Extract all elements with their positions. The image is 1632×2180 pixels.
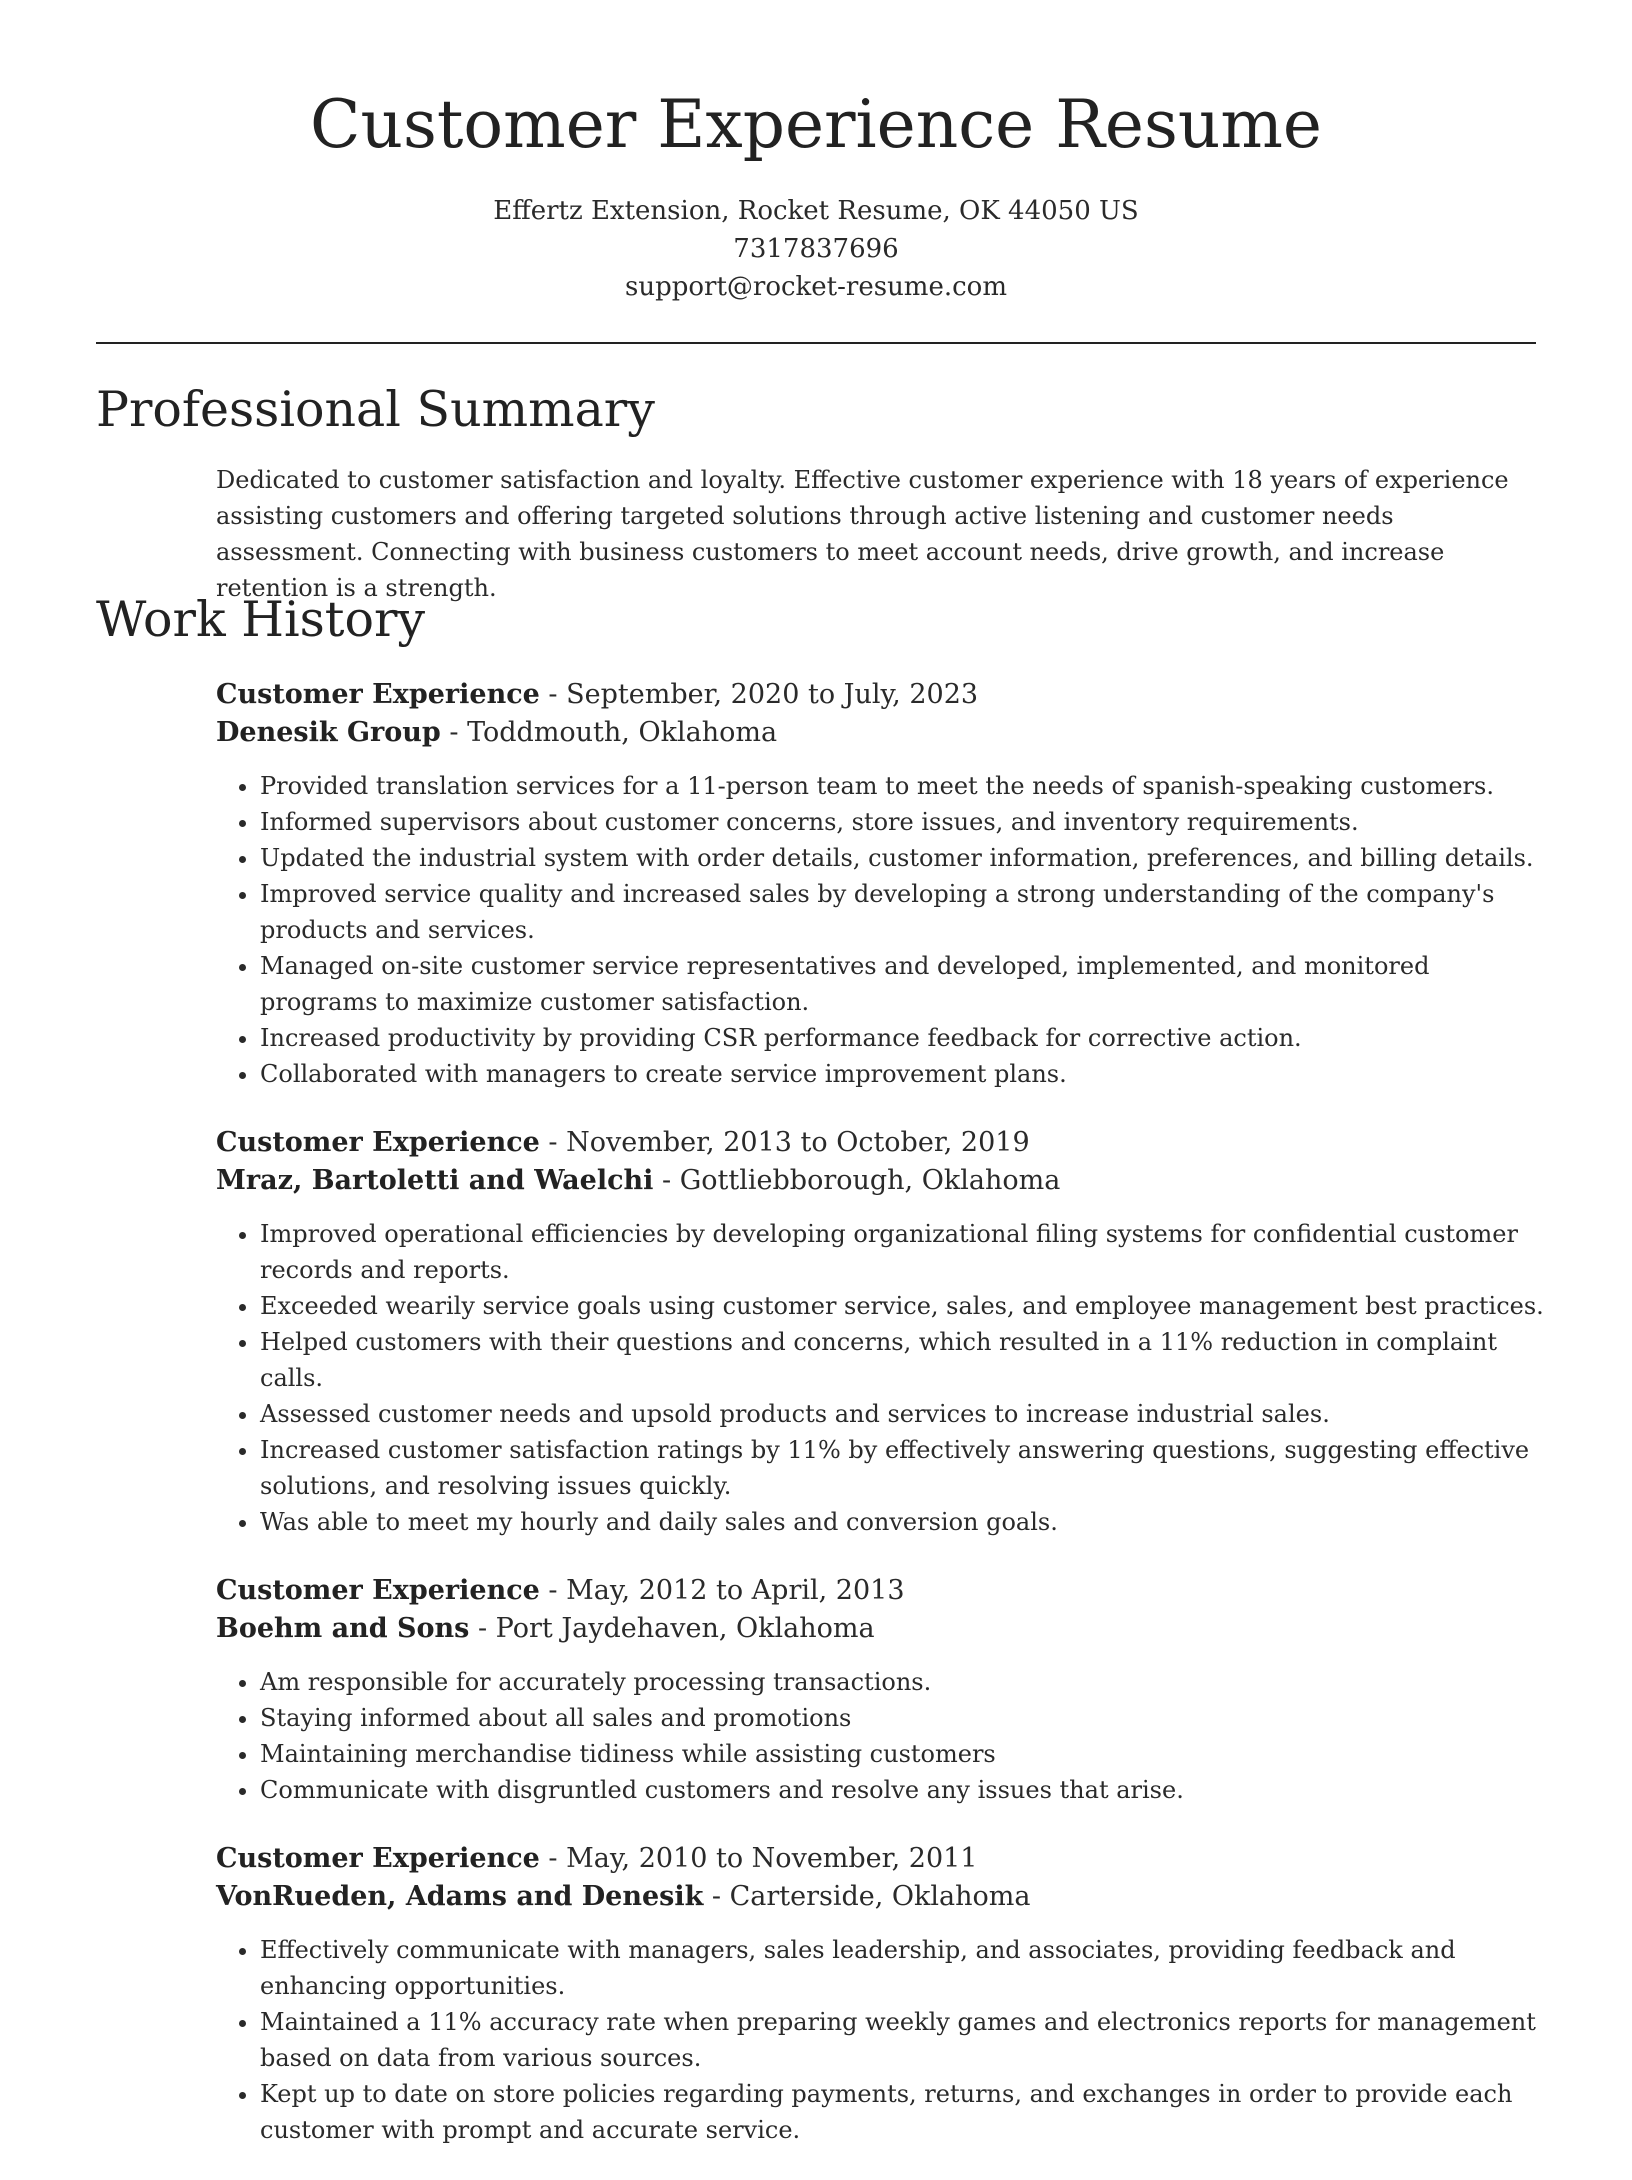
bullet-item: • Am responsible for accurately processing transactions.: [260, 1664, 1546, 1700]
bullet-item: • Managed on-site customer service representatives and developed, implemented, and monitored programs to maximize customer satisfaction.: [260, 948, 1546, 1020]
job-dates: May, 2012 to April, 2013: [566, 1575, 905, 1606]
bullet-item: • Effectively communicate with managers, sales leadership, and associates, providing feedback and enhancing opportunities.: [260, 1932, 1546, 2004]
job-title: Customer Experience: [216, 679, 540, 710]
separator: -: [440, 717, 468, 748]
job-location: Toddmouth, Oklahoma: [467, 717, 778, 748]
job-location: Port Jaydehaven, Oklahoma: [495, 1613, 875, 1644]
bullet-item: • Maintaining merchandise tidiness while assisting customers: [260, 1736, 1546, 1772]
job-bullets: [216, 768, 1546, 1092]
job-dates: May, 2010 to November, 2011: [566, 1843, 978, 1874]
job-company: Boehm and Sons: [216, 1613, 470, 1644]
job-company-line: [216, 1878, 1546, 1916]
job-title: Customer Experience: [216, 1127, 540, 1158]
separator: -: [539, 1843, 567, 1874]
job-title-line: [216, 676, 1546, 714]
job-dates: November, 2013 to October, 2019: [566, 1127, 1030, 1158]
bullet-item: • Collaborated with managers to create service improvement plans.: [260, 1056, 1546, 1092]
bullet-item: • Maintained a 11% accuracy rate when preparing weekly games and electronics reports for management based on data from various sources.: [260, 2004, 1546, 2076]
bullet-item: • Informed supervisors about customer concerns, store issues, and inventory requirements.: [260, 804, 1546, 840]
job-title-line: [216, 1124, 1546, 1162]
bullet-item: • Improved operational efficiencies by developing organizational filing systems for confidential customer records and reports.: [260, 1216, 1546, 1288]
bullet-item: • Kept up to date on store policies regarding payments, returns, and exchanges in order to provide each customer with prompt and accurate service.: [260, 2076, 1546, 2148]
job-company: VonRueden, Adams and Denesik: [216, 1881, 704, 1912]
job-entry: [216, 1572, 1546, 1808]
summary-text: Dedicated to customer satisfaction and loyalty. Effective customer experience with 18 years of experience assisting customers and offering targeted solutions through active listening and customer needs assessment. Connecting with business customers to meet account needs, drive growth, and increase retention is a strength.: [216, 466, 1509, 602]
bullet-item: • Was able to meet my hourly and daily sales and conversion goals.: [260, 1504, 1546, 1540]
separator: -: [653, 1165, 680, 1196]
job-entry: [216, 676, 1546, 1092]
bullet-item: • Assessed customer needs and upsold products and services to increase industrial sales.: [260, 1396, 1546, 1432]
bullet-item: • Exceeded wearily service goals using customer service, sales, and employee management best practices.: [260, 1288, 1546, 1324]
bullet-item: • Updated the industrial system with order details, customer information, preferences, and billing details.: [260, 840, 1546, 876]
job-title: Customer Experience: [216, 1843, 540, 1874]
job-company-line: [216, 1162, 1546, 1200]
bullet-item: • Staying informed about all sales and promotions: [260, 1700, 1546, 1736]
contact-info: [0, 192, 1632, 306]
resume-header: [0, 80, 1632, 306]
job-title-line: [216, 1840, 1546, 1878]
separator: -: [539, 1575, 567, 1606]
job-title-line: [216, 1572, 1546, 1610]
job-company-line: [216, 714, 1546, 752]
job-location: Gottliebborough, Oklahoma: [679, 1165, 1061, 1196]
bullet-item: • Provided translation services for a 11-person team to meet the needs of spanish-speaking customers.: [260, 768, 1546, 804]
job-company: Mraz, Bartoletti and Waelchi: [216, 1165, 654, 1196]
bullet-item: • Communicate with disgruntled customers and resolve any issues that arise.: [260, 1772, 1546, 1808]
resume-title: Customer Experience Resume: [309, 86, 1322, 163]
work-history-list: [216, 676, 1546, 2180]
contact-phone: 7317837696: [733, 234, 899, 264]
separator: -: [703, 1881, 730, 1912]
job-bullets: [216, 1932, 1546, 2148]
separator: -: [469, 1613, 496, 1644]
header-divider: [96, 342, 1536, 344]
work-history-heading: Work History: [96, 591, 426, 648]
separator: -: [539, 679, 567, 710]
job-location: Carterside, Oklahoma: [729, 1881, 1031, 1912]
job-company: Denesik Group: [216, 717, 441, 748]
bullet-item: • Increased productivity by providing CSR performance feedback for corrective action.: [260, 1020, 1546, 1056]
contact-address: Effertz Extension, Rocket Resume, OK 44050 US: [493, 196, 1139, 226]
job-entry: [216, 1124, 1546, 1540]
contact-email: support@rocket-resume.com: [624, 272, 1007, 302]
bullet-item: • Increased customer satisfaction ratings by 11% by effectively answering questions, suggesting effective solutions, and resolving issues quickly.: [260, 1432, 1546, 1504]
job-bullets: [216, 1664, 1546, 1808]
job-title: Customer Experience: [216, 1575, 540, 1606]
bullet-item: • Helped customers with their questions and concerns, which resulted in a 11% reduction in complaint calls.: [260, 1324, 1546, 1396]
job-entry: [216, 1840, 1546, 2148]
job-bullets: [216, 1216, 1546, 1540]
job-dates: September, 2020 to July, 2023: [566, 679, 979, 710]
bullet-item: • Improved service quality and increased sales by developing a strong understanding of the company's products and services.: [260, 876, 1546, 948]
separator: -: [539, 1127, 567, 1158]
summary-heading: Professional Summary: [96, 381, 655, 438]
job-company-line: [216, 1610, 1546, 1648]
